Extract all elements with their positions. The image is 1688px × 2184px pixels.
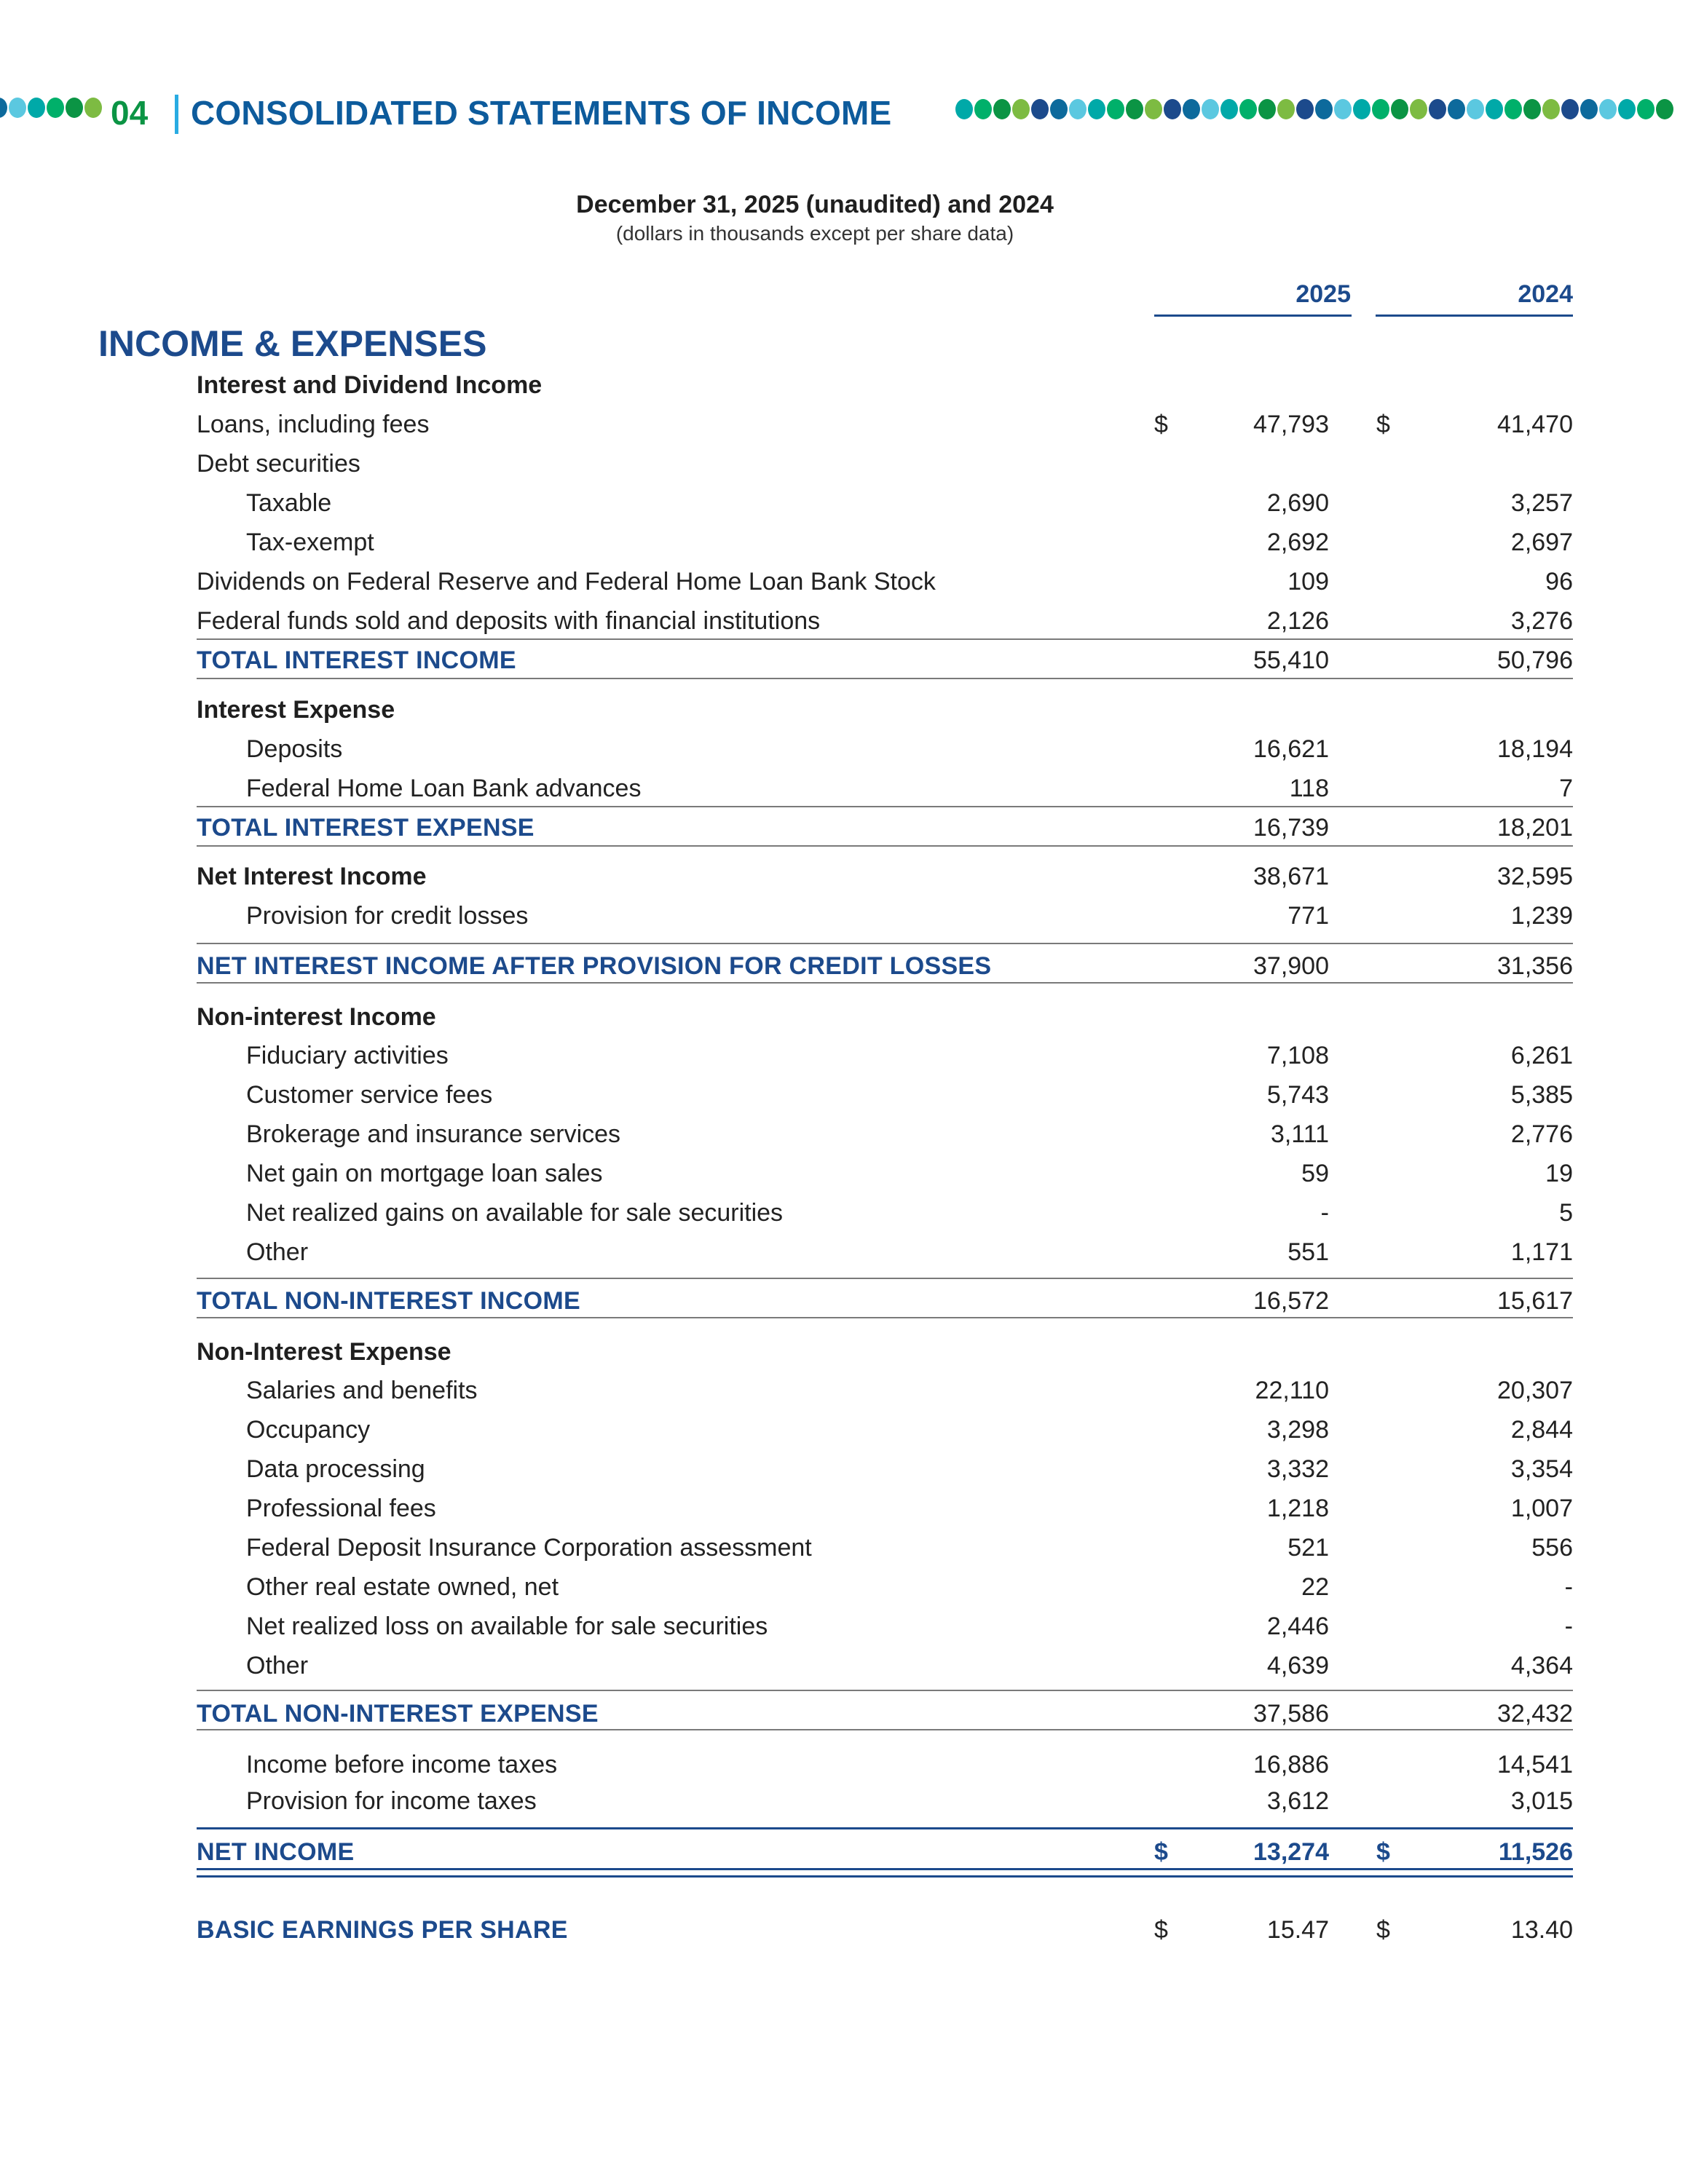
decorative-dot [1069,99,1086,119]
decorative-dot [1391,99,1408,119]
decorative-dot [1448,99,1465,119]
decorative-dot [1467,99,1484,119]
decorative-dot [47,98,64,118]
table-rule-divider [197,806,1573,807]
decorative-dot [993,99,1011,119]
value-2025: 3,612 [1266,1787,1329,1815]
column-header-underline [1376,314,1573,317]
table-rule-divider [197,1690,1573,1691]
value-2024: 41,470 [1497,411,1573,438]
value-2025: 37,586 [1253,1700,1329,1728]
table-rule-divider [197,1278,1573,1279]
decorative-dot [1410,99,1427,119]
decorative-dot [974,99,992,119]
value-2024: 4,364 [1510,1652,1573,1679]
currency-symbol-2024: $ [1376,1916,1390,1944]
table-row [197,1528,1573,1567]
row-label: Interest Expense [197,696,395,724]
value-2025: - [1320,1199,1329,1227]
statement-units: (dollars in thousands except per share data) [615,222,1014,245]
value-2024: 32,595 [1497,863,1573,890]
row-label: Provision for income taxes [246,1787,537,1815]
row-label: Other real estate owned, net [246,1573,559,1601]
row-label: Net realized loss on available for sale securities [246,1613,768,1640]
value-2025: 3,298 [1266,1416,1329,1444]
row-label: TOTAL NON-INTEREST EXPENSE [197,1700,599,1728]
row-label: Interest and Dividend Income [197,371,543,399]
decorative-dot [1296,99,1314,119]
decorative-dot [1618,99,1636,119]
value-2025: 2,690 [1266,489,1329,517]
table-rule-divider [197,638,1573,640]
decorative-dot [1315,99,1333,119]
table-total-row [197,1694,1573,1733]
value-2024: 19 [1545,1160,1573,1187]
statement-subheader [0,191,1688,245]
column-header-underline [1154,314,1352,317]
row-label: Non-interest Income [197,1003,436,1031]
row-label: Net Interest Income [197,863,427,890]
value-2024: 11,526 [1498,1838,1573,1866]
value-2025: 118 [1289,775,1329,802]
table-row [197,769,1573,808]
row-label: TOTAL INTEREST INCOME [197,646,516,674]
statement-date: December 31, 2025 (unaudited) and 2024 [576,191,1054,218]
row-label: Provision for credit losses [246,902,529,930]
value-2024: 3,015 [1510,1787,1573,1815]
row-label: Taxable [246,489,332,517]
table-rule-divider [197,1317,1573,1318]
decorative-dots-right [955,99,1673,119]
decorative-dot [1220,99,1238,119]
table-subheading-row [197,857,1573,896]
table-rule-divider [197,1827,1573,1829]
value-2025: 22 [1301,1573,1329,1601]
table-rule-divider [197,943,1573,944]
row-label: Non-Interest Expense [197,1338,451,1366]
value-2024: 556 [1531,1534,1573,1562]
value-2025: 16,621 [1253,735,1329,763]
value-2024: 96 [1545,568,1573,596]
table-rule-divider [197,982,1573,984]
table-total-row [197,946,1573,986]
decorative-dot [1145,99,1162,119]
table-row [197,896,1573,935]
row-label: NET INCOME [197,1838,355,1866]
table-row [197,483,1573,523]
page-header [0,89,1688,137]
value-2024: 1,239 [1510,902,1573,930]
row-label: Federal Deposit Insurance Corporation assessment [246,1534,812,1562]
table-subheading-row [197,1332,1573,1372]
decorative-dot [1504,99,1522,119]
row-label: Other [246,1238,309,1266]
currency-symbol-2025: $ [1154,1838,1168,1866]
decorative-dot [28,98,45,118]
value-2025: 59 [1301,1160,1329,1187]
decorative-dot [1561,99,1579,119]
decorative-dot [1353,99,1370,119]
decorative-dot [1239,99,1257,119]
value-2024: 7 [1559,775,1573,802]
value-2025: 16,739 [1253,814,1329,842]
decorative-dot [1429,99,1446,119]
row-label: Debt securities [197,450,360,478]
table-row [197,1115,1573,1154]
table-row [197,1449,1573,1489]
table-row [197,1781,1573,1821]
table-row [197,1154,1573,1193]
value-2025: 1,218 [1266,1495,1329,1522]
value-2024: 14,541 [1497,1751,1573,1779]
value-2024: 1,171 [1510,1238,1573,1266]
value-2024: 50,796 [1497,646,1573,674]
row-label: Customer service fees [246,1081,493,1109]
row-label: Brokerage and insurance services [246,1120,621,1148]
decorative-dot [955,99,973,119]
value-2025: 4,639 [1266,1652,1329,1679]
table-row [197,1489,1573,1528]
decorative-dot [1031,99,1049,119]
currency-symbol-2024: $ [1376,1838,1390,1866]
row-label: Dividends on Federal Reserve and Federal Home Loan Bank Stock [197,568,936,596]
row-label: Income before income taxes [246,1751,558,1779]
decorative-dot [1486,99,1503,119]
table-subheading-row [197,690,1573,729]
row-label: Fiduciary activities [246,1042,449,1069]
row-label: Salaries and benefits [246,1377,478,1404]
table-row [197,1371,1573,1410]
table-total-row [197,1281,1573,1321]
decorative-dot [1202,99,1219,119]
table-row [197,405,1573,444]
value-2024: 13.40 [1510,1916,1573,1944]
value-2025: 22,110 [1255,1377,1329,1404]
decorative-dot [1088,99,1105,119]
value-2024: 18,194 [1497,735,1573,763]
page-title: CONSOLIDATED STATEMENTS OF INCOME [191,94,892,132]
table-rule-divider [197,1729,1573,1730]
table-rule-divider [197,1868,1573,1870]
table-row [197,562,1573,601]
row-label: TOTAL NON-INTEREST INCOME [197,1287,580,1315]
value-2025: 771 [1287,902,1329,930]
value-2025: 7,108 [1266,1042,1329,1069]
value-2024: 2,697 [1510,529,1573,556]
decorative-dot [1599,99,1617,119]
decorative-dot [1258,99,1276,119]
value-2025: 3,332 [1266,1455,1329,1483]
section-number: 04 [111,94,149,132]
table-row [197,1745,1573,1784]
value-2024: 32,432 [1497,1700,1573,1728]
decorative-dot [1580,99,1598,119]
value-2025: 2,692 [1266,529,1329,556]
row-label: Tax-exempt [246,529,374,556]
decorative-dot [1637,99,1655,119]
table-row [197,444,1573,483]
value-2025: 47,793 [1253,411,1329,438]
value-2025: 38,671 [1253,863,1329,890]
table-rule-divider [197,1875,1573,1878]
value-2025: 551 [1287,1238,1329,1266]
row-label: Occupancy [246,1416,371,1444]
value-2025: 16,572 [1253,1287,1329,1315]
value-2024: 5,385 [1510,1081,1573,1109]
value-2025: 5,743 [1266,1081,1329,1109]
value-2024: 6,261 [1510,1042,1573,1069]
value-2024: 3,354 [1510,1455,1573,1483]
decorative-dot [1372,99,1389,119]
table-total-row [197,1832,1573,1872]
table-row [197,1646,1573,1685]
decorative-dot [1126,99,1143,119]
table-row [197,1193,1573,1233]
table-subheading-row [197,997,1573,1037]
decorative-dot [1334,99,1352,119]
value-2024: - [1564,1573,1573,1601]
decorative-dot [0,98,7,118]
currency-symbol-2025: $ [1154,411,1168,438]
row-label: TOTAL INTEREST EXPENSE [197,814,535,842]
section-heading: INCOME & EXPENSES [98,323,487,364]
value-2025: 2,446 [1266,1613,1329,1640]
row-label: Federal Home Loan Bank advances [246,775,642,802]
row-label: Net gain on mortgage loan sales [246,1160,603,1187]
decorative-dot [1523,99,1541,119]
value-2025: 37,900 [1253,952,1329,980]
row-label: NET INTEREST INCOME AFTER PROVISION FOR CREDIT LOSSES [197,952,992,980]
table-row [197,601,1573,641]
currency-symbol-2024: $ [1376,411,1390,438]
table-row [197,1075,1573,1115]
decorative-dot [1277,99,1295,119]
value-2025: 2,126 [1266,607,1329,635]
column-header-2024: 2024 [1518,280,1573,308]
decorative-dot [1107,99,1124,119]
decorative-dot [84,98,102,118]
value-2025: 3,111 [1270,1120,1329,1148]
row-label: BASIC EARNINGS PER SHARE [197,1916,568,1944]
value-2024: 5 [1559,1199,1573,1227]
value-2025: 109 [1287,568,1329,596]
decorative-dot [1164,99,1181,119]
table-total-row [197,641,1573,680]
value-2025: 521 [1287,1534,1329,1562]
table-row [197,1410,1573,1449]
table-row [197,523,1573,562]
value-2024: - [1564,1613,1573,1640]
decorative-dot [1183,99,1200,119]
table-total-row [197,1910,1573,1950]
table-rule-divider [197,845,1573,847]
value-2024: 2,844 [1510,1416,1573,1444]
table-row [197,1036,1573,1075]
currency-symbol-2025: $ [1154,1916,1168,1944]
value-2024: 20,307 [1497,1377,1573,1404]
row-label: Loans, including fees [197,411,430,438]
row-label: Data processing [246,1455,425,1483]
row-label: Other [246,1652,309,1679]
value-2024: 31,356 [1497,952,1573,980]
decorative-dot [1656,99,1673,119]
row-label: Net realized gains on available for sale securities [246,1199,784,1227]
table-row [197,729,1573,769]
value-2024: 15,617 [1497,1287,1573,1315]
value-2024: 3,257 [1510,489,1573,517]
decorative-dot [1050,99,1068,119]
value-2025: 16,886 [1253,1751,1329,1779]
decorative-dot [1012,99,1030,119]
row-label: Professional fees [246,1495,436,1522]
row-label: Deposits [246,735,343,763]
table-total-row [197,808,1573,847]
decorative-dot [1542,99,1560,119]
table-row [197,1567,1573,1607]
table-subheading-row [197,365,1573,405]
value-2025: 15.47 [1266,1916,1329,1944]
value-2025: 55,410 [1253,646,1329,674]
value-2024: 1,007 [1510,1495,1573,1522]
decorative-dots-left [0,98,102,118]
table-row [197,1607,1573,1646]
decorative-dot [66,98,83,118]
table-rule-divider [197,678,1573,679]
table-row [197,1233,1573,1272]
value-2024: 2,776 [1510,1120,1573,1148]
value-2024: 18,201 [1497,814,1573,842]
decorative-dot [9,98,26,118]
value-2024: 3,276 [1510,607,1573,635]
row-label: Federal funds sold and deposits with financial institutions [197,607,821,635]
header-divider [175,95,178,134]
value-2025: 13,274 [1253,1838,1329,1866]
column-header-2025: 2025 [1295,280,1351,308]
